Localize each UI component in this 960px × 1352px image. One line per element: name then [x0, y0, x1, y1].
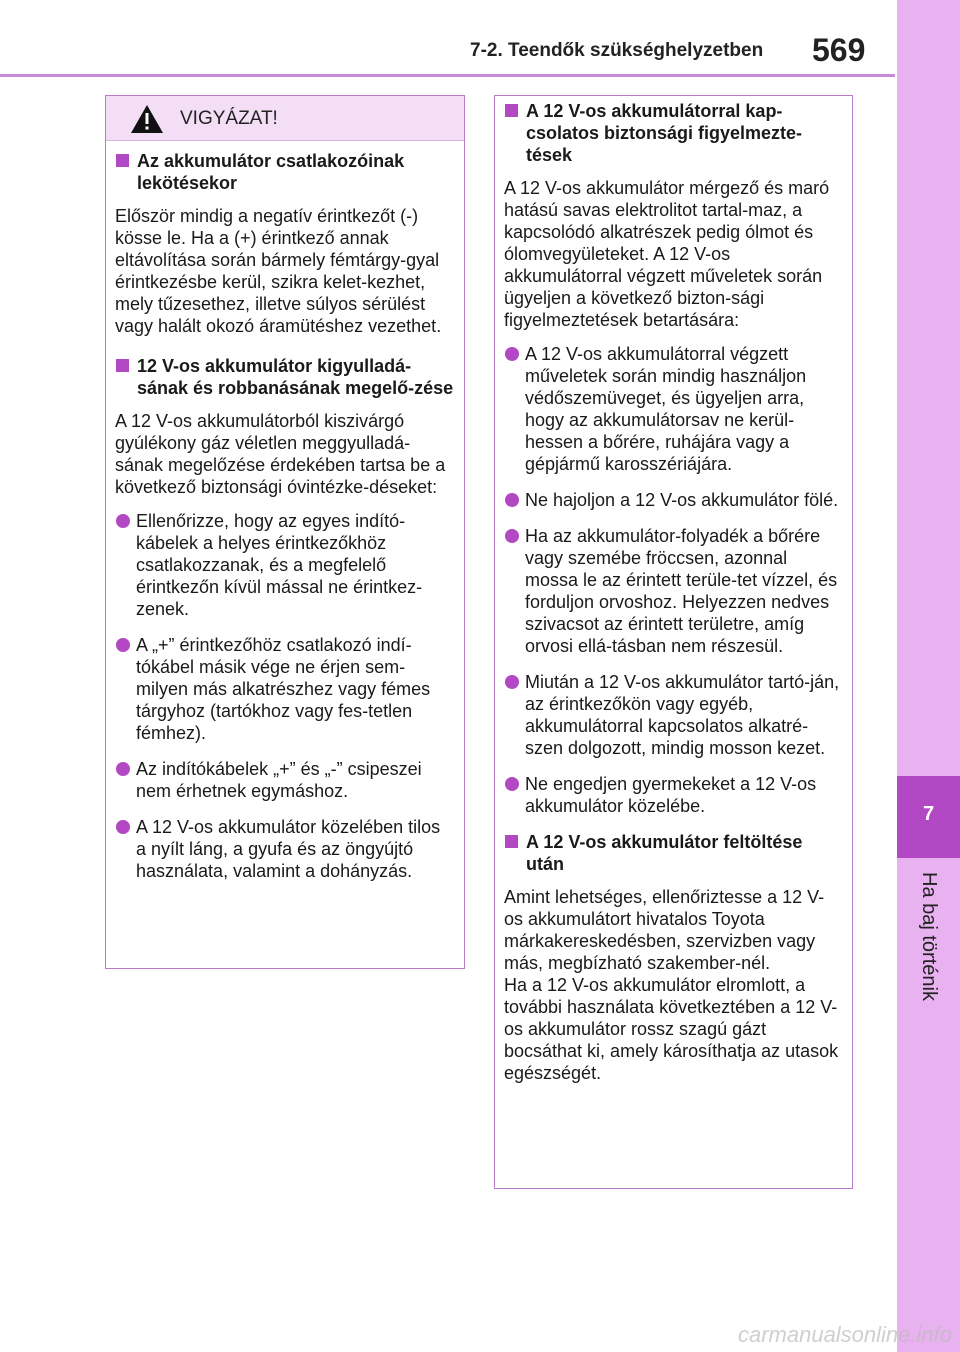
caution-box-continued [494, 95, 853, 1189]
round-bullet-icon [505, 347, 519, 361]
paragraph: Először mindig a negatív érintkezőt (-) kösse le. Ha a (+) érintkező annak eltávolítása során bármely fémtárgy-gyal érintkezésbe kerül, szikra kelet-kezhet, mely tűzesethez, illetve súlyos sérülést vagy halált okozó áramütéshez vezethet. [115, 206, 442, 336]
paragraph: A 12 V-os akkumulátorból kiszivárgó gyúlékony gáz véletlen meggyulladá-sának megelőzése érdekében tartsa be a következő biztonsági óvintézke-déseket: [115, 411, 446, 497]
list-item-text: A 12 V-os akkumulátorral végzett műveletek során mindig használjon védőszemüveget, és ügyeljen arra, hogy az akkumulátorsav ne kerül-hessen a bőrére, ruhájára vagy a gépjármű karosszériájára. [525, 344, 807, 474]
list-item [504, 773, 842, 817]
page-number: 569 [812, 32, 866, 68]
watermark: carmanualsonline.info [737, 1322, 952, 1347]
warning-triangle-icon [130, 104, 164, 134]
list-item [115, 816, 454, 882]
square-bullet-icon [116, 359, 129, 372]
round-bullet-icon [116, 820, 130, 834]
list-item-text: Az indítókábelek „+” és „-” csipeszei nem érhetnek egymáshoz. [136, 759, 422, 801]
square-bullet-icon [505, 104, 518, 117]
subheading-text: A 12 V-os akkumulátorral kap-csolatos biztonsági figyelmezte-tések [526, 101, 803, 165]
subheading-text: A 12 V-os akkumulátor feltöltése után [526, 832, 803, 874]
caution-box [105, 95, 465, 969]
subheading [504, 100, 842, 166]
square-bullet-icon [116, 154, 129, 167]
chapter-label: Ha baj történik [918, 872, 940, 1001]
list-item-text: Miután a 12 V-os akkumulátor tartó-ján, az érintkezőkön vagy egyéb, akkumulátorral kapcsolatos alkatré-szen dolgozott, mindig mosson kezet. [525, 672, 840, 758]
list-item [115, 634, 454, 744]
square-bullet-icon [505, 835, 518, 848]
caution-title: VIGYÁZAT! [180, 108, 278, 129]
subheading-text: 12 V-os akkumulátor kigyulladá-sának és robbanásának megelő-zése [137, 356, 454, 398]
round-bullet-icon [505, 675, 519, 689]
paragraph: A 12 V-os akkumulátor mérgező és maró hatású savas elektrolitot tartal-maz, a kapcsolódó alkatrészek pedig ólmot és ólomvegyületeket. A 12 V-os akkumulátorral végzett műveletek során ügyeljen a következő bizton-sági figyelmeztetések betartására: [504, 178, 830, 330]
list-item [115, 510, 454, 620]
list-item-text: Ne engedjen gyermekeket a 12 V-os akkumulátor közelébe. [525, 774, 817, 816]
list-item-text: Ellenőrizze, hogy az egyes indító-kábelek a helyes érintkezőkhöz csatlakozzanak, és a megfelelő érintkezőn kívül mással ne érintkez-zenek. [136, 511, 423, 619]
chapter-side-tab [897, 0, 960, 1352]
subheading-text: Az akkumulátor csatlakozóinak lekötésekor [137, 151, 405, 193]
round-bullet-icon [116, 514, 130, 528]
list-item [504, 525, 842, 657]
caution-header [106, 96, 464, 141]
list-item [504, 671, 842, 759]
subheading [115, 355, 454, 399]
paragraph: Amint lehetséges, ellenőriztesse a 12 V-os akkumulátort hivatalos Toyota márkakereskedésben, szervizben vagy más, megbízható szakember-nél. [504, 887, 825, 973]
round-bullet-icon [505, 529, 519, 543]
round-bullet-icon [116, 638, 130, 652]
list-item-text: A 12 V-os akkumulátor közelében tilos a nyílt láng, a gyufa és az öngyújtó használata, valamint a dohányzás. [136, 817, 441, 881]
list-item-text: Ne hajoljon a 12 V-os akkumulátor fölé. [525, 490, 839, 510]
list-item [115, 758, 454, 802]
list-item-text: Ha az akkumulátor-folyadék a bőrére vagy szemébe fröccsen, azonnal mossa le az érintett terüle-tet vízzel, és forduljon orvoshoz. Helyezzen nedves szivacsot az érintett területre, amíg orvosi ellá-tásban nem részesül. [525, 526, 838, 656]
subheading [504, 831, 842, 875]
round-bullet-icon [505, 777, 519, 791]
round-bullet-icon [505, 493, 519, 507]
section-title: 7-2. Teendők szükséghelyzetben [470, 40, 764, 61]
chapter-number: 7 [922, 803, 935, 825]
round-bullet-icon [116, 762, 130, 776]
header-divider [0, 74, 895, 77]
list-item-text: A „+” érintkezőhöz csatlakozó indí-tókábel másik vége ne érjen sem-milyen más alkatrészhez vagy fémes tárgyhoz (tartókhoz vagy fes-tetlen fémhez). [136, 635, 431, 743]
subheading [115, 150, 454, 194]
paragraph: Ha a 12 V-os akkumulátor elromlott, a további használata következtében a 12 V-os akkumulátor rossz szagú gázt bocsáthat ki, amely károsíthatja az utasok egészségét. [504, 975, 839, 1083]
caution-content [495, 96, 852, 1084]
list-item [504, 343, 842, 475]
list-item [504, 489, 842, 511]
caution-content [106, 141, 464, 882]
